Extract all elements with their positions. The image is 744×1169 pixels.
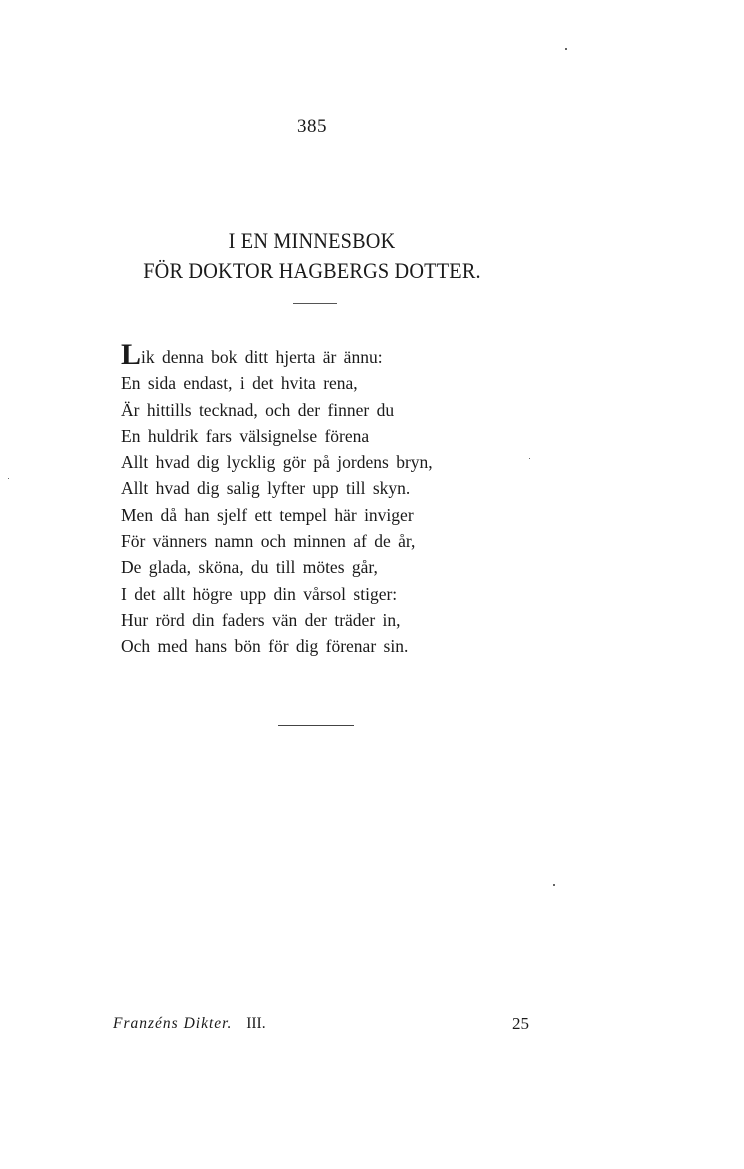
paper-speck	[553, 884, 555, 886]
poem-line: Allt hvad dig lycklig gör på jordens bryn,	[121, 452, 433, 473]
paper-speck	[8, 478, 9, 479]
poem-title	[31, 226, 593, 286]
poem-line: De glada, sköna, du till mötes går,	[121, 557, 378, 578]
poem-line: Och med hans bön för dig förenar sin.	[121, 636, 409, 657]
footer-book-title: Franzéns Dikter.	[113, 1015, 233, 1032]
end-divider	[278, 725, 354, 726]
drop-cap: L	[121, 338, 142, 371]
title-divider	[293, 303, 337, 304]
poem-line: Allt hvad dig salig lyfter upp till skyn.	[121, 478, 411, 499]
poem-line: Hur rörd din faders vän der träder in,	[121, 609, 401, 630]
poem-line: En huldrik fars välsignelse förena	[121, 425, 370, 446]
poem-line: För vänners namn och minnen af de år,	[121, 531, 416, 552]
poem-line: I det allt högre upp din vårsol stiger:	[121, 583, 398, 604]
footer-volume: III.	[246, 1015, 266, 1032]
poem-line	[121, 338, 433, 371]
poem-body	[121, 338, 433, 660]
signature-mark: 25	[512, 1014, 529, 1033]
poem-line: Men då han sjelf ett tempel här inviger	[121, 504, 414, 525]
page-footer	[113, 1015, 529, 1033]
page-number: 385	[297, 116, 327, 137]
poem-line: Är hittills tecknad, och der finner du	[121, 399, 395, 420]
poem-first-line-text: ik denna bok ditt hjerta är ännu:	[141, 347, 383, 367]
paper-speck	[529, 458, 530, 459]
paper-speck	[565, 48, 567, 50]
title-line-1: I EN MINNESBOK	[228, 228, 396, 253]
poem-line: En sida endast, i det hvita rena,	[121, 373, 358, 394]
title-line-2: FÖR DOKTOR HAGBERGS DOTTER.	[143, 258, 481, 283]
